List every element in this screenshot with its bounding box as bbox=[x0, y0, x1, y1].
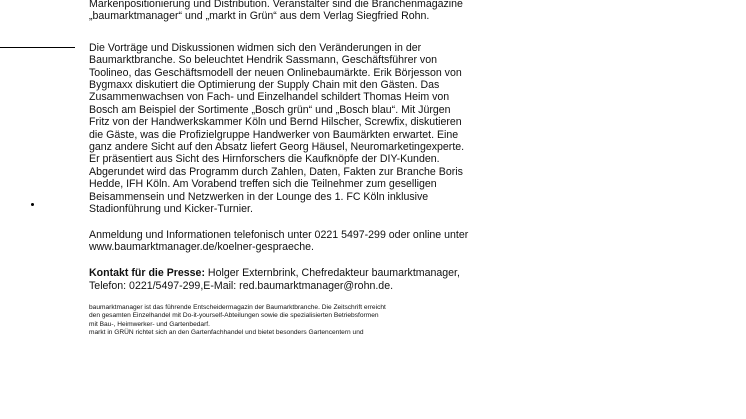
text-line: baumarktmanager ist das führende Entscheidermagazin der Baumarktbranche. Die Zeitschrift erreicht bbox=[89, 304, 386, 312]
bullet-dot bbox=[31, 203, 34, 206]
text-line: Bosch am Beispiel der Sortimente „Bosch grün“ und „Bosch blau“. Mit Jürgen bbox=[89, 103, 451, 116]
body-paragraph bbox=[89, 42, 559, 216]
text-line: ganz andere Sicht auf den Absatz liefert Georg Häusel, Neuromarketingexperte. bbox=[89, 141, 465, 154]
intro-paragraph bbox=[89, 0, 559, 23]
registration-paragraph bbox=[89, 229, 559, 254]
text-line: Toolineo, das Geschäftsmodell der neuen Onlinebaumärkte. Erik Börjesson von bbox=[89, 66, 462, 79]
text-line: Zusammenwachsen von Fach- und Einzelhandel schildert Thomas Heim von bbox=[89, 91, 450, 104]
text-line: mit Bau-, Heimwerker- und Gartenbedarf. bbox=[89, 320, 210, 328]
footer-boilerplate bbox=[89, 304, 559, 337]
text-line: markt in GRÜN richtet sich an den Gartenfachhandel und bietet besonders Gartencentern und bbox=[89, 328, 364, 336]
text-line bbox=[89, 267, 559, 279]
text-line: Stadionführung und Kicker-Turnier. bbox=[89, 203, 253, 216]
press-contact bbox=[89, 267, 559, 292]
press-contact-phone-email[interactable]: Telefon: 0221/5497-299,E-Mail: red.baumarktmanager@rohn.de. bbox=[89, 279, 394, 292]
text-line: „baumarktmanager“ und „markt in Grün“ aus dem Verlag Siegfried Rohn. bbox=[89, 10, 430, 23]
text-line: Die Vorträge und Diskussionen widmen sich den Veränderungen in der bbox=[89, 41, 422, 54]
article-column bbox=[89, 0, 559, 337]
text-line: Baumarktbranche. So beleuchtet Hendrik Sassmann, Geschäftsführer von bbox=[89, 54, 438, 67]
horizontal-rule bbox=[0, 47, 75, 48]
press-contact-label: Kontakt für die Presse: bbox=[89, 267, 205, 280]
text-line: Beisammensein und Netzwerken in der Lounge des 1. FC Köln inklusive bbox=[89, 190, 429, 203]
text-line: Markenpositionierung und Distribution. Veranstalter sind die Branchenmagazine bbox=[89, 0, 463, 10]
text-line: den gesamten Einzelhandel mit Do-it-yourself-Abteilungen sowie die spezialisierten Betriebsformen bbox=[89, 312, 379, 320]
text-line: Anmeldung und Informationen telefonisch unter 0221 5497-299 oder online unter bbox=[89, 229, 469, 241]
text-line: Hedde, IFH Köln. Am Vorabend treffen sich die Teilnehmer zum geselligen bbox=[89, 178, 437, 191]
text-line: Abgerundet wird das Programm durch Zahlen, Daten, Fakten zur Branche Boris bbox=[89, 165, 463, 178]
text-line: Bygmaxx diskutiert die Optimierung der Supply Chain mit den Gästen. Das bbox=[89, 79, 440, 92]
website-link[interactable]: www.baumarktmanager.de/koelner-gespraeche. bbox=[89, 241, 314, 254]
text-line: die Gäste, was die Profizielgruppe Handwerker von Baumärkten erwartet. Eine bbox=[89, 128, 459, 141]
text-line: Er präsentiert aus Sicht des Hirnforschers die Kaufknöpfe der DIY-Kunden. bbox=[89, 153, 440, 166]
text-line: Fritz von der Handwerkskammer Köln und Bernd Hilscher, Screwfix, diskutieren bbox=[89, 116, 462, 129]
press-contact-name: Holger Externbrink, Chefredakteur baumarktmanager, bbox=[204, 267, 460, 280]
